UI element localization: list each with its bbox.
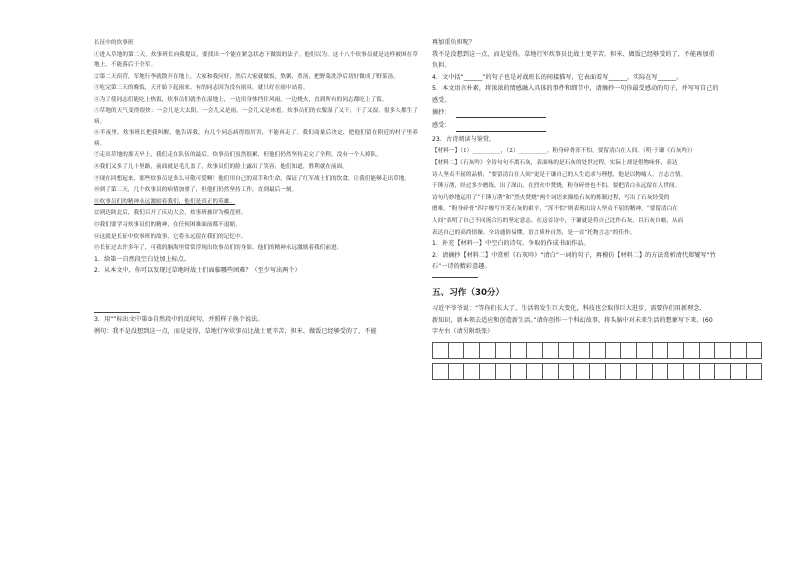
question-3-example: 例句：我不是没想到这一点，而是觉得，草地行军炊事员比战士更辛苦，担米、做饭已经够受的了，不能	[94, 327, 377, 335]
q3-continuation: 再加重负担呢？	[432, 39, 476, 46]
grid-cell[interactable]	[589, 342, 606, 359]
grid-cell[interactable]	[495, 363, 512, 380]
passage-title: 长征中的炊事班	[94, 40, 134, 46]
grid-cell[interactable]	[683, 342, 700, 359]
material-2-line-3: 千锤万凿，经过多少磨练，出了深山，在烈火中焚烧，粉身碎骨也不怕，要把清白永远留在人世间。	[432, 183, 681, 190]
passage-paragraph-6: ⑥半夜里，炊事班长把我叫醒，他告诉我，有几个同志病得很厉害，不能再走了。我们商量后决定，把他们留在附近的村子里养病。	[94, 130, 418, 147]
material-2-line-2: 诗人坚贞不屈的品格，“要留清白在人间”更是于谦自己的人生追求与理想，他是以物喻人，言志言情，	[432, 171, 687, 178]
grid-cell[interactable]	[652, 363, 669, 380]
passage-paragraph-9: ⑨现在回想起来，那些炊事员是多么可敬可爱啊！他们用自己的双手和生命，保证了红军战士们的饮食，让我们能够走出草地。	[94, 175, 411, 182]
writing-prompt-1: 习近平爷爷说：“等你们长大了，生活将发生巨大变化，科技也会取得巨大进步，需要你们用新理念、	[432, 305, 706, 313]
grid-cell[interactable]	[714, 342, 731, 359]
grid-cell[interactable]	[526, 363, 543, 380]
grid-cell[interactable]	[479, 342, 496, 359]
grid-cell[interactable]	[714, 363, 731, 380]
question-1: 1．给第一自然段空白处加上标点。	[94, 255, 191, 263]
material-2-line-4: 诗句巧妙地运用了“千锤万凿”和“烈火焚烧”两个词语来描绘石灰的炼制过程，写出了石灰经受的	[432, 194, 670, 201]
passage-paragraph-10: ⑩到了第二天，几个炊事员的病情加重了，但他们仍然坚持工作，直到最后一刻。	[94, 187, 298, 194]
question-4: 4．文中括“______”的句子也是对战班长的间接描写，它表面看写______，实际在写______。	[432, 73, 683, 81]
material-2-line-5: 磨难，“粉身碎骨”四字极写开采石灰的艰辛，“浑不怕”则表现出诗人坚贞不屈的精神，“要留清白在	[432, 206, 678, 213]
grid-cell[interactable]	[448, 342, 465, 359]
question-23: 23．古诗阅读与鉴赏。	[432, 135, 496, 143]
grid-cell[interactable]	[558, 342, 575, 359]
excerpt-label: 摘抄：	[432, 108, 451, 116]
passage-paragraph-1: ①进入草地的第二天，炊事班长向我提议，要找出一个能在紧急状态下做饭的法子。他们以为，这十八个炊事员就是这样被困在草地上，不能落后于全军。	[94, 51, 418, 68]
grid-cell[interactable]	[620, 342, 637, 359]
grid-cell[interactable]	[652, 342, 669, 359]
grid-cell[interactable]	[605, 363, 622, 380]
question-2: 2．从本文中，你可以发现过草地时战士们面临哪些困难？（至少写出两个）	[94, 267, 301, 275]
section-heading-writing: 五、习作（30分）	[432, 287, 505, 298]
passage-paragraph-12: ⑫到达陕北后，我们召开了庆功大会，炊事班被评为模范班。	[94, 210, 247, 217]
passage-paragraph-5: ⑤草地的天气变得很快：一会儿是大太阳，一会儿又是雨，一会儿又是冰雹。炊事员们的衣服湿了又干，干了又湿，很多人都生了病。	[94, 108, 418, 125]
grid-cell[interactable]	[542, 363, 559, 380]
grid-cell[interactable]	[526, 342, 543, 359]
grid-cell[interactable]	[510, 342, 527, 359]
feeling-answer-line[interactable]	[456, 131, 546, 132]
passage-paragraph-7: ⑦走出草地的那天早上，我们走在队伍的最后。炊事员们虽然很累，但他们仍然坚持走完了全程，没有一个人掉队。	[94, 152, 382, 159]
grid-cell[interactable]	[589, 363, 606, 380]
material-2-line-6: 人间”表明了自己不同流合污的坚定意志。在这首诗中，于谦就是将自己比作石灰，以石灰自喻，从而	[432, 217, 684, 224]
passage-paragraph-14: ⑭这就是长征中炊事班的故事，它将永远留在我们的记忆中。	[94, 233, 247, 240]
excerpt-answer-line[interactable]	[456, 117, 546, 118]
answer-space	[94, 278, 418, 308]
section-divider	[94, 312, 140, 313]
grid-cell[interactable]	[558, 363, 575, 380]
material-2-line-1: 【材料二】《石灰吟》全诗句句不离石灰，表面咏的是石灰的处世过程，实际上却是借物咏怀，表达	[432, 159, 678, 166]
grid-cell[interactable]	[667, 342, 684, 359]
grid-cell[interactable]	[463, 363, 480, 380]
grid-cell[interactable]	[573, 363, 590, 380]
material-2-line-7: 表达自己的高尚情操。全诗通俗易懂，语言质朴自然，是一首“托物言志”的佳作。	[432, 229, 636, 236]
q3-rewrite-line-2: 负担。	[432, 62, 451, 70]
grid-cell[interactable]	[699, 342, 716, 359]
grid-cell[interactable]	[448, 363, 465, 380]
question-5-cont: 感受。	[432, 96, 451, 104]
q3-rewrite-line-1: 我不是没想到这一点，而是觉得，草地行军炊事员比战士更辛苦，担米、做饭已经够受的了，不能再加重	[432, 50, 715, 58]
grid-cell[interactable]	[510, 363, 527, 380]
grid-cell[interactable]	[699, 363, 716, 380]
grid-cell[interactable]	[432, 363, 449, 380]
task-2: 2．请摘抄【材料二】中赏析《石灰吟》“清白”一词的句子，再模仿【材料二】的方法赏析清代郑燮写“竹	[432, 251, 716, 259]
grid-cell[interactable]	[730, 363, 747, 380]
grid-cell[interactable]	[746, 363, 763, 380]
right-column	[432, 38, 762, 380]
grid-cell[interactable]	[432, 342, 449, 359]
grid-cell[interactable]	[542, 342, 559, 359]
grid-cell[interactable]	[463, 342, 480, 359]
passage-paragraph-11: ⑪炊事员们的精神永远激励着我们，他们是真正的英雄。	[94, 198, 236, 205]
task-1: 1．补充【材料一】中空白的诗句，争取的作成书面作品。	[432, 240, 590, 248]
grid-cell[interactable]	[573, 342, 590, 359]
grid-cell[interactable]	[636, 363, 653, 380]
question-5: 5．本文语言朴素，将浓浓的情感融入具体的事件和细节中，请摘抄一句你最受感动的句子，并写写自己的	[432, 85, 719, 93]
passage-paragraph-15: ⑮长征过去许多年了，可我的脑海里常常浮现出炊事员们的身影，他们的精神永远激励着我们前进。	[94, 245, 343, 252]
grid-cell[interactable]	[479, 363, 496, 380]
grid-cell[interactable]	[667, 363, 684, 380]
grid-cell[interactable]	[620, 363, 637, 380]
question-3: 3．用“”标出文中第③自然段中的反问句，并照样子换个说法。	[94, 315, 264, 323]
feeling-label: 感受：	[432, 122, 451, 130]
passage-paragraph-2: ②第二天宿营，军地行李就散开在地上，大家和我问好，然后大家就做饭，熬粥、煮汤，把野菜洗净后切好做成了野菜汤。	[94, 73, 399, 80]
left-column	[94, 38, 418, 338]
passage-paragraph-8: ⑧我们又多了几十里路，前面就是毛儿盖了。炊事员们的脸上露出了笑容，他们知道，胜利就在前面。	[94, 163, 348, 170]
writing-grid[interactable]	[432, 342, 762, 380]
passage-paragraph-3: ③吃完第二天的晚饭，天开始下起雨来。有的同志因为没有雨具，就只好在雨中站着。	[94, 85, 309, 92]
grid-cell[interactable]	[730, 342, 747, 359]
grid-cell[interactable]	[605, 342, 622, 359]
task-2-cont: 石”一诗的精彩意趣。	[432, 263, 491, 271]
section-divider-right	[432, 277, 478, 278]
passage-paragraph-4: ④为了使同志们能吃上热饭，炊事员们就坐在湿地上，一边用身体挡住风雨，一边烧火，直到所有的同志都吃上了饭。	[94, 96, 388, 103]
grid-cell[interactable]	[636, 342, 653, 359]
writing-prompt-2: 新知识、新本领去适应和创造新生活。”请你创作一个科幻故事，将头脑中对未来生活的想象写下来。(60	[432, 316, 713, 324]
grid-cell[interactable]	[746, 342, 763, 359]
passage-paragraph-13: ⑬我们要学习炊事员们的精神，在任何困难面前都不退缩。	[94, 221, 241, 228]
grid-cell[interactable]	[495, 342, 512, 359]
writing-prompt-3: 字左右（请另附纸张）	[432, 328, 494, 336]
grid-cell[interactable]	[683, 363, 700, 380]
material-1: 【材料一】（1）__________，（2）__________。粉身碎骨浑不怕，要留清白在人间。（明·于谦《石灰吟》）	[432, 148, 696, 155]
